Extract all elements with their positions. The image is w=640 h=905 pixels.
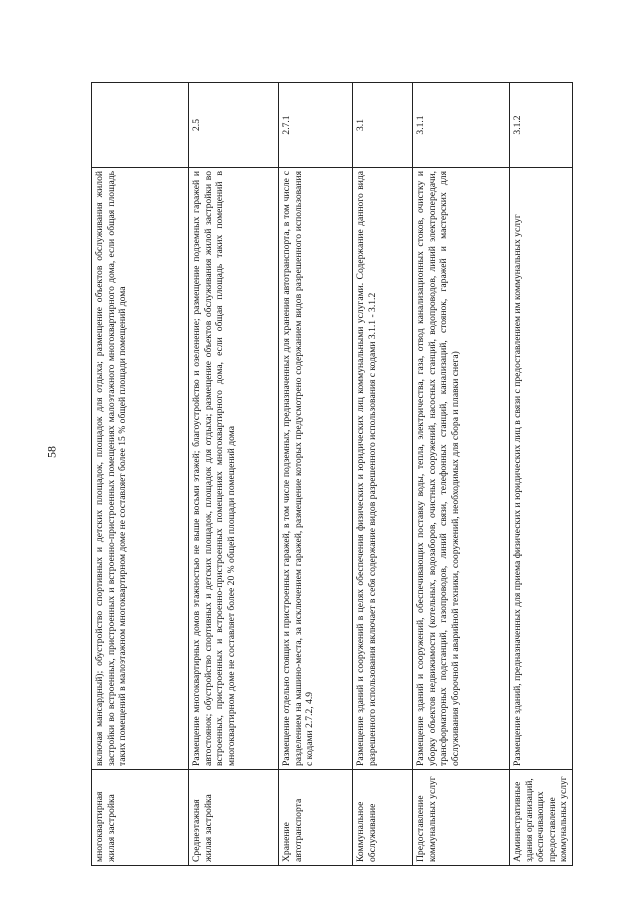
use-type-name: Административные здания организаций, обеспечивающих предоставление коммунальных услуг	[510, 770, 573, 866]
use-type-code: 3.1.1	[413, 83, 510, 168]
use-type-name: Предоставление коммунальных услуг	[413, 770, 510, 866]
use-type-name: Хранение автотранспорта	[279, 770, 353, 866]
table-row	[510, 83, 573, 866]
landscape-table-container	[91, 83, 570, 866]
use-type-code	[92, 83, 189, 168]
use-type-code: 3.1	[353, 83, 413, 168]
use-type-description: Размещение зданий, предназначенных для приема физических и юридических лиц в связи с предоставлением им коммунальных услуг	[510, 168, 573, 770]
table-row	[92, 83, 189, 866]
use-type-name: Коммунальное обслуживание	[353, 770, 413, 866]
table-row	[189, 83, 279, 866]
page-number: 58	[44, 446, 59, 458]
use-type-code: 2.5	[189, 83, 279, 168]
land-use-table	[91, 82, 573, 866]
use-type-code: 3.1.2	[510, 83, 573, 168]
use-type-description: Размещение зданий и сооружений, обеспечивающих поставку воды, тепла, электричества, газа, отвод канализационных стоков, очистку и уборку объектов недвижимости (котельных, водозаборов, очистных сооружений, насосных станций, водопроводов, линий электропередачи, трансформаторных подстанций, газопроводов, линий связи, телефонных станций, канализаций, стоянок, гаражей и мастерских для обслуживания уборочной и аварийной техники, сооружений, необходимых для сбора и плавки снега)	[413, 168, 510, 770]
table-row	[353, 83, 413, 866]
use-type-code: 2.7.1	[279, 83, 353, 168]
table-frame	[91, 83, 570, 866]
table-row	[279, 83, 353, 866]
use-type-description: Размещение зданий и сооружений в целях обеспечения физических и юридических лиц коммунальными услугами. Содержание данного вида разрешенного использования включает в себя содержание видов разрешенного использования с кодами 3.1.1 - 3.1.2	[353, 168, 413, 770]
use-type-name: многоквартирная жилая застройка	[92, 770, 189, 866]
use-type-name: Среднеэтажная жилая застройка	[189, 770, 279, 866]
table-row	[413, 83, 510, 866]
use-type-description: включая мансардный); обустройство спортивных и детских площадок, площадок для отдыха; размещение объектов обслуживания жилой застройки во встроенных, пристроенных и встроенно-пристроенных помещениях малоэтажного многоквартирного дома, если общая площадь таких помещений в малоэтажном многоквартирном доме не составляет более 15 % общей площади помещений дома	[92, 168, 189, 770]
use-type-description: Размещение многоквартирных домов этажностью не выше восьми этажей; благоустройство и озеленение; размещение подземных гаражей и автостоянок; обустройство спортивных и детских площадок, площадок для отдыха; размещение объектов обслуживания жилой застройки во встроенных, пристроенных и встроенно-пристроенных помещениях многоквартирного дома, если общая площадь таких помещений в многоквартирном доме не составляет более 20 % общей площади помещений дома	[189, 168, 279, 770]
use-type-description: Размещение отдельно стоящих и пристроенных гаражей, в том числе подземных, предназначенных для хранения автотранспорта, в том числе с разделением на машино-места, за исключением гаражей, размещение которых предусмотрено содержанием видов разрешенного использования с кодами 2.7.2, 4.9	[279, 168, 353, 770]
